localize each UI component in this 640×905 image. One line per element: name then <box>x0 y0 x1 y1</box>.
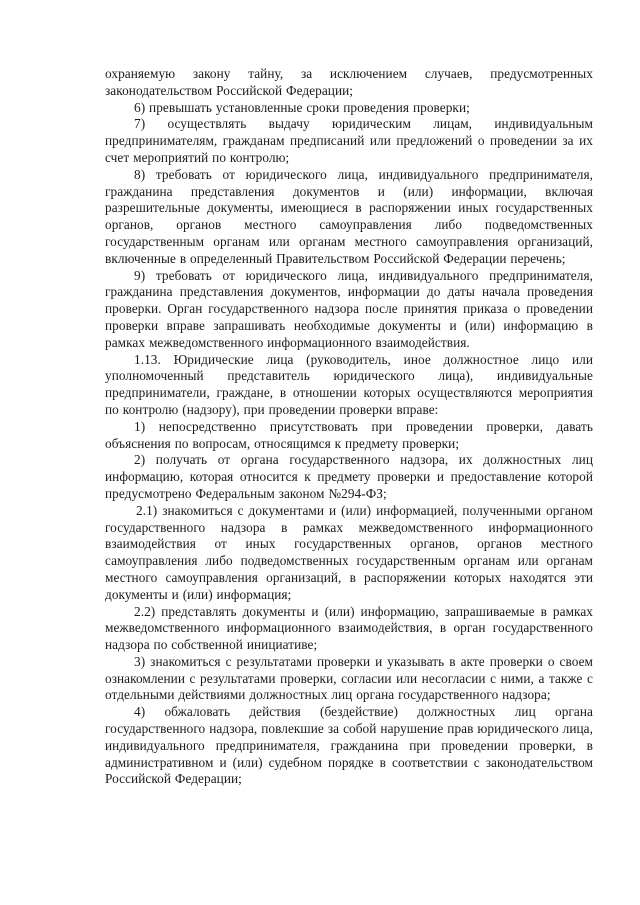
paragraph-section-1-13: 1.13. Юридические лица (руководитель, иное должностное лицо или уполномоченный представитель юридического лица), индивидуальные предприниматели, граждане, в отношении которых осуществляются мероприятия по контролю (надзору), при проведении проверки вправе: <box>105 351 593 417</box>
paragraph-right-3: 3) знакомиться с результатами проверки и указывать в акте проверки о своем ознакомлении с результатами проверки, согласии или несогласии с ними, а также с отдельными действиями должностных лиц органа государственного надзора; <box>105 653 593 703</box>
paragraph-right-2: 2) получать от органа государственного надзора, их должностных лиц информацию, которая относится к предмету проверки и предоставление которой предусмотрено Федеральным законом №294-ФЗ; <box>105 452 593 501</box>
paragraph-right-4: 4) обжаловать действия (бездействие) должностных лиц органа государственного надзора, повлекшие за собой нарушение прав юридического лица, индивидуального предпринимателя, гражданина при проведении проверки, в административном и (или) судебном порядке в соответствии с законодательством Российской Федерации; <box>105 704 593 787</box>
paragraph-right-2-2: 2.2) представлять документы и (или) информацию, запрашиваемые в рамках межведомственного информационного взаимодействия, в орган государственного надзора по собственной инициативе; <box>105 603 593 653</box>
paragraph-continuation: охраняемую закону тайну, за исключением случаев, предусмотренных законодательством Российской Федерации; <box>105 66 593 98</box>
document-body <box>105 66 593 788</box>
paragraph-item-8: 8) требовать от юридического лица, индивидуального предпринимателя, гражданина представления документов и (или) информации, включая разрешительные документы, имеющиеся в распоряжении иных государственных органов, органов местного самоуправления либо подведомственных государственным органам или органам местного самоуправления организаций, включенные в определенный Правительством Российской Федерации перечень; <box>105 166 593 266</box>
paragraph-right-2-1: 2.1) знакомиться с документами и (или) информацией, полученными органом государственного надзора в рамках межведомственного информационного взаимодействия от иных государственных органов, органов местного самоуправления либо подведомственных государственным органам или органам местного самоуправления организаций, в распоряжении которых находятся эти документы и (или) информация; <box>105 502 593 602</box>
paragraph-item-7: 7) осуществлять выдачу юридическим лицам, индивидуальным предпринимателям, гражданам предписаний или предложений о проведении за их счет мероприятий по контролю; <box>105 116 593 165</box>
paragraph-right-1: 1) непосредственно присутствовать при проведении проверки, давать объяснения по вопросам, относящимся к предмету проверки; <box>105 418 593 451</box>
paragraph-item-9: 9) требовать от юридического лица, индивидуального предпринимателя, гражданина представления документов, информации до даты начала проведения проверки. Орган государственного надзора после принятия приказа о проведении проверки вправе запрашивать необходимые документы и (или) информацию в рамках межведомственного информационного взаимодействия. <box>105 267 593 350</box>
paragraph-item-6: 6) превышать установленные сроки проведения проверки; <box>134 99 470 115</box>
